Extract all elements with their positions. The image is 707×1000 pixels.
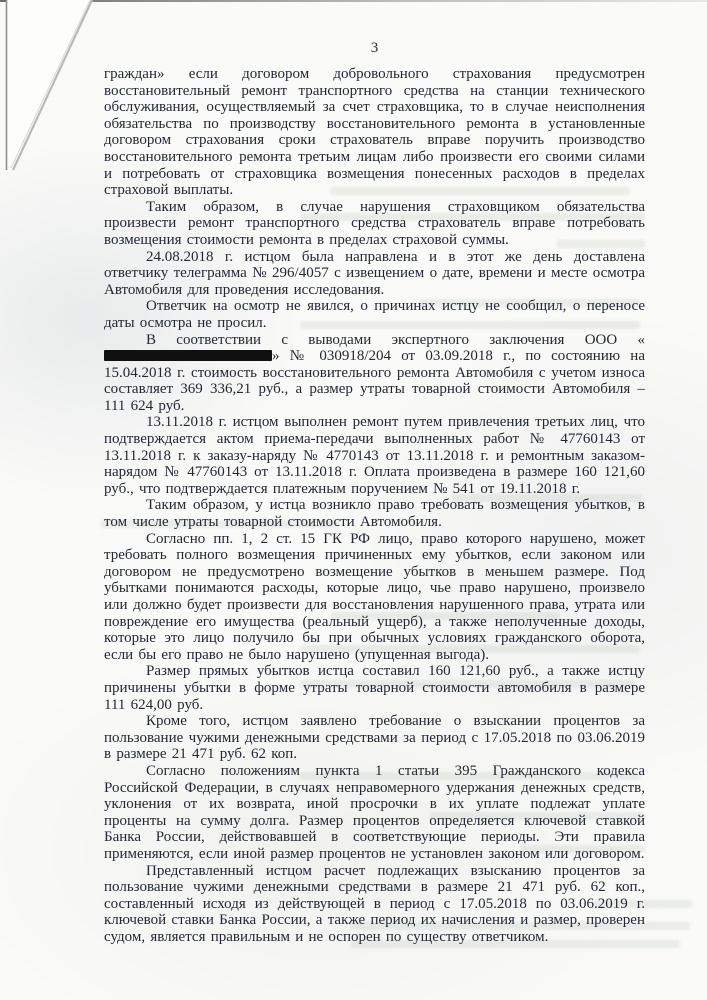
document-body [104,66,645,945]
paragraph: Размер прямых убытков истца составил 160 121,60 руб., а также истцу причинены убытки в форме утраты товарной стоимости автомобиля в размере 111 624,00 руб. [104,663,645,713]
paragraph: 13.11.2018 г. истцом выполнен ремонт путем привлечения третьих лиц, что подтверждается актом приема-передачи выполненных работ № 47760143 от 13.11.2018 г. к заказу-наряду № 4770143 от 13.11.2018 г. и ремонтным заказом-нарядом № 47760143 от 13.11.2018 г. Оплата произведена в размере 160 121,60 руб., что подтверждается платежным поручением № 541 от 19.11.2018 г. [104,414,645,497]
paragraph: Ответчик на осмотр не явился, о причинах истцу не сообщил, о переносе даты осмотра не просил. [104,298,645,331]
paragraph: Согласно положениям пункта 1 статьи 395 Гражданского кодекса Российской Федерации, в случаях неправомерного удержания денежных средств, уклонения от их возврата, иной просрочки в их уплате подлежат уплате проценты на сумму долга. Размер процентов определяется ключевой ставкой Банка России, действовавшей в соответствующие периоды. Эти правила применяются, если иной размер процентов не установлен законом или договором. [104,762,645,862]
paragraph: Согласно пп. 1, 2 ст. 15 ГК РФ лицо, право которого нарушено, может требовать полного возмещения причиненных ему убытков, если законом или договором не предусмотрено возмещение убытков в меньшем размере. Под убытками понимаются расходы, которые лицо, чье право нарушено, произвело или должно будет произвести для восстановления нарушенного права, утрата или повреждение его имущества (реальный ущерб), а также неполученные доходы, которые это лицо получило бы при обычных условиях гражданского оборота, если бы его право не было нарушено (упущенная выгода). [104,530,645,663]
page-fold-corner [0,0,110,180]
paragraph: В соответствии с выводами экспертного заключения ООО «» № 030918/204 от 03.09.2018 г., по состоянию на 15.04.2018 г. стоимость восстановительного ремонта Автомобиля с учетом износа составляет 369 336,21 руб., а размер утраты товарной стоимости Автомобиля – 111 624 руб. [104,331,645,414]
redaction-bar [104,350,272,361]
paragraph: Таким образом, в случае нарушения страховщиком обязательства произвести ремонт транспортного средства страхователь вправе потребовать возмещения стоимости ремонта в пределах страховой суммы. [104,198,645,248]
paragraph: 24.08.2018 г. истцом была направлена и в этот же день доставлена ответчику телеграмма № 296/4057 с извещением о дате, времени и месте осмотра Автомобиля для проведения исследования. [104,248,645,298]
paragraph: граждан» если договором добровольного страхования предусмотрен восстановительный ремонт транспортного средства на станции технического обслуживания, осуществляемый за счет страховщика, то в случае неисполнения обязательства по производству восстановительного ремонта в установленные договором страхования сроки страхователь вправе поручить производство восстановительного ремонта третьим лицам либо произвести его своими силами и потребовать от страховщика возмещения понесенных расходов в пределах страховой выплаты. [104,66,645,199]
paragraph: Таким образом, у истца возникло право требовать возмещения убытков, в том числе утраты товарной стоимости Автомобиля. [104,497,645,531]
paragraph: Представленный истцом расчет подлежащих взысканию процентов за пользование чужими денежными средствами в размере 21 471 руб. 62 коп., составленный исходя из действующей в период с 17.05.2018 по 03.06.2019 г. ключевой ставки Банка России, а также период их начисления и размер, проверен судом, является правильным и не оспорен по существу ответчиком. [104,862,645,945]
paragraph: Кроме того, истцом заявлено требование о взыскании процентов за пользование чужими денежными средствами за период с 17.05.2018 по 03.06.2019 в размере 21 471 руб. 62 коп. [104,713,645,763]
page-number: 3 [370,40,379,56]
